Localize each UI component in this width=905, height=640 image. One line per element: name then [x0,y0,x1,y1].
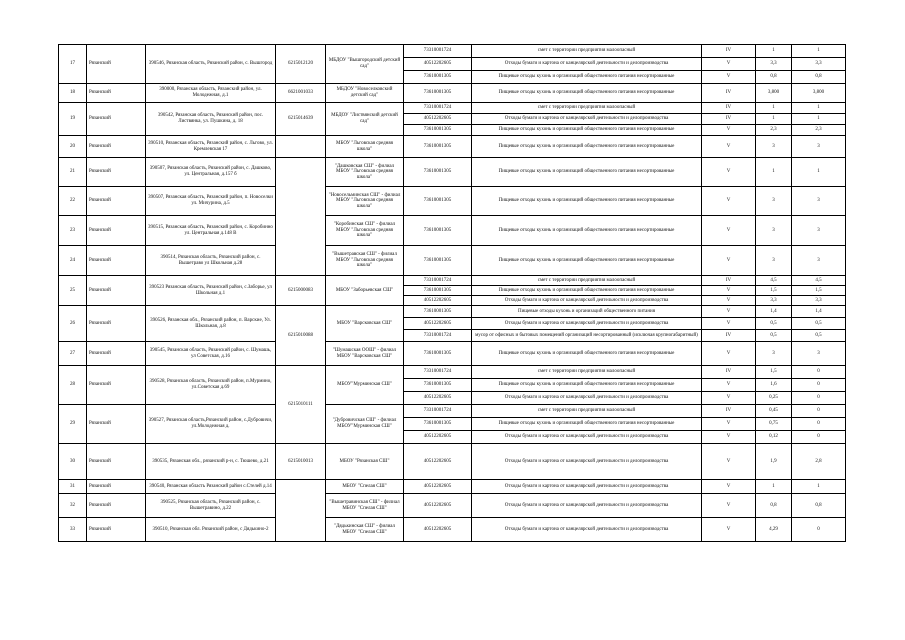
hazard-class-cell: V [702,444,756,480]
hazard-class-cell: IV [702,276,756,286]
row-number-cell: 17 [59,45,87,84]
amount-cell: 0,5 [756,318,792,330]
waste-code-cell: 73610001305 [404,306,472,318]
waste-name-cell: смет с территории предприятия малоопасный [472,366,702,379]
row-number-cell: 27 [59,342,87,366]
district-cell: Рязанский [87,342,146,366]
row-number-cell: 24 [59,246,87,276]
organization-cell: "Шумашская ООШ" - филиал МБОУ "Варсковская СШ" [326,342,404,366]
hazard-class-cell: V [702,125,756,136]
row-number-cell: 33 [59,518,87,542]
amount-cell: 3,3 [792,58,846,71]
hazard-class-cell: V [702,379,756,392]
row-number-cell: 32 [59,494,87,518]
waste-name-cell: Пищевые отходы кухонь и организаций общественного питания несортированные [472,286,702,296]
amount-cell: 2,3 [756,125,792,136]
amount-cell: 3,3 [756,58,792,71]
amount-cell: 3 [792,216,846,246]
waste-name-cell: смет с территории предприятия малоопасный [472,45,702,58]
hazard-class-cell: V [702,296,756,306]
waste-code-cell: 73610001305 [404,418,472,431]
amount-cell: 3 [756,246,792,276]
address-cell: 390515, Рязанская область, Рязанский район, с. Коробинно ул. Центральная д.148 В [146,216,276,246]
waste-code-cell: 73610001305 [404,379,472,392]
amount-cell: 3 [792,136,846,158]
address-cell: 390507, Рязанская область, Рязанский район, п. Новоселки ул. Мичурина, д.5 [146,187,276,216]
waste-name-cell: Отходы бумаги и картона от канцелярской деятельности и делопроизводства [472,494,702,518]
table-row [59,103,846,114]
amount-cell: 3 [756,216,792,246]
table-row [59,518,846,542]
row-number-cell: 29 [59,405,87,444]
district-cell: Рязанский [87,246,146,276]
waste-name-cell: Пищевые отходы кухонь и организаций общественного питания несортированные [472,418,702,431]
organization-cell: "Дашковская СШ" - филиал МБОУ "Льговская средняя школа" [326,158,404,187]
table-row [59,342,846,366]
amount-cell: 1 [792,45,846,58]
inn-cell [276,158,326,276]
amount-cell: 1 [756,480,792,494]
amount-cell: 1,9 [756,444,792,480]
table-row [59,480,846,494]
hazard-class-cell: V [702,158,756,187]
amount-cell: 1 [756,45,792,58]
amount-cell: 1 [756,103,792,114]
waste-code-cell: 73610001305 [404,187,472,216]
row-number-cell: 19 [59,103,87,136]
amount-cell: 0 [792,392,846,405]
row-number-cell: 31 [59,480,87,494]
inn-cell: 6215010013 [276,444,326,480]
hazard-class-cell: V [702,418,756,431]
amount-cell: 3,3 [792,296,846,306]
inn-cell [276,136,326,158]
organization-cell: МБОУ "Рязанская СШ" [326,444,404,480]
amount-cell: 0 [792,366,846,379]
amount-cell: 1,6 [756,379,792,392]
amount-cell: 1 [792,103,846,114]
waste-name-cell: смет с территории предприятия малоопасный [472,405,702,418]
hazard-class-cell: IV [702,114,756,125]
waste-name-cell: Отходы бумаги и картона от канцелярской деятельности и делопроизводства [472,431,702,444]
address-cell: 390545, Рязанская область, Рязанский район, с. Шумашь, ул Советская, д.16 [146,342,276,366]
amount-cell: 0 [792,418,846,431]
table-row [59,136,846,158]
waste-name-cell: Пищевые отходы кухонь и организаций общественного питания несортированные [472,136,702,158]
amount-cell: 1,4 [756,306,792,318]
hazard-class-cell: V [702,494,756,518]
amount-cell: 3 [756,342,792,366]
waste-name-cell: смет с территории предприятия малоопасный [472,103,702,114]
amount-cell: 3 [792,246,846,276]
address-cell: 390527, Рязанская область,Рязанский район, с.Дубровичи, ул.Молодежная д. [146,405,276,444]
hazard-class-cell: V [702,246,756,276]
amount-cell: 0 [792,379,846,392]
amount-cell: 4,5 [792,276,846,286]
hazard-class-cell: V [702,306,756,318]
district-cell: Рязанский [87,366,146,405]
waste-name-cell: Пищевые отходы кухонь и организаций общественного питания несортированные [472,158,702,187]
amount-cell: 0,8 [756,71,792,84]
district-cell: Рязанский [87,306,146,342]
waste-name-cell: Пищевые отходы кухонь и организаций общественного питания [472,306,702,318]
amount-cell: 1,5 [792,286,846,296]
waste-code-cell: 73610001305 [404,136,472,158]
address-cell: 390000, Рязанская область, Рязанский район, ул. Молодежная, д.1 [146,84,276,103]
row-number-cell: 22 [59,187,87,216]
district-cell: Рязанский [87,84,146,103]
amount-cell: 1,4 [792,306,846,318]
address-cell: 390507, Рязанская область, Рязанский район, с. Дашково, ул. Центральная, д.157 б [146,158,276,187]
hazard-class-cell: V [702,216,756,246]
address-cell: 390514, Рязанская область, Рязанский район, с. Вышетраво ул Школьная д.28 [146,246,276,276]
hazard-class-cell: IV [702,84,756,103]
amount-cell: 3 [792,342,846,366]
row-number-cell: 26 [59,306,87,342]
waste-code-cell: 73610001305 [404,84,472,103]
amount-cell: 3,800 [756,84,792,103]
organization-cell: МБОУ "Варсковская СШ" [326,306,404,342]
waste-code-cell: 73610001305 [404,246,472,276]
waste-name-cell: Отходы бумаги и картона от канцелярской деятельности и делопроизводства [472,480,702,494]
organization-cell: "Вышетравинская СШ" - филиал МБОУ "Спелая СШ" [326,494,404,518]
inn-cell [276,480,326,542]
amount-cell: 0,5 [792,318,846,330]
amount-cell: 2,8 [792,444,846,480]
district-cell: Рязанский [87,444,146,480]
hazard-class-cell: IV [702,45,756,58]
hazard-class-cell: V [702,342,756,366]
amount-cell: 0,45 [756,405,792,418]
organization-cell: МБДОУ "Вышгородский детский сад" [326,45,404,84]
inn-cell: 6215010111 [276,366,326,444]
amount-cell: 3 [756,136,792,158]
waste-code-cell: 73610001305 [404,125,472,136]
hazard-class-cell: V [702,71,756,84]
row-number-cell: 30 [59,444,87,480]
waste-name-cell: Пищевые отходы кухонь и организаций общественного питания несортированные [472,379,702,392]
waste-name-cell: Отходы бумаги и картона от канцелярской деятельности и делопроизводства [472,392,702,405]
waste-code-cell: 40512202605 [404,392,472,405]
address-cell: 390542, Рязанская область, Рязанский район, пос. Листвянка, ул. Пушкина, д. 18 [146,103,276,136]
waste-code-cell: 40512202605 [404,296,472,306]
hazard-class-cell: IV [702,366,756,379]
amount-cell: 0,8 [756,494,792,518]
amount-cell: 1 [792,158,846,187]
district-cell: Рязанский [87,480,146,494]
table-row [59,444,846,480]
amount-cell: 3,3 [756,296,792,306]
waste-name-cell: Пищевые отходы кухонь и организаций общественного питания несортированные [472,84,702,103]
amount-cell: 0 [792,518,846,542]
district-cell: Рязанский [87,187,146,216]
inn-cell: 6215012120 [276,45,326,84]
inn-cell: 6215014639 [276,103,326,136]
address-cell: 390528, Рязанская область, Рязанский район, п.Мурмино, ул.Советская д.69 [146,366,276,405]
organization-cell: МБОУ"Мурминская СШ" [326,366,404,405]
amount-cell: 1,5 [756,286,792,296]
row-number-cell: 25 [59,276,87,306]
amount-cell: 1 [792,114,846,125]
waste-code-cell: 40512202605 [404,444,472,480]
address-cell: 390540, Рязанская область Рязанский район с.Стелей д.14 [146,480,276,494]
hazard-class-cell: V [702,431,756,444]
table-row [59,494,846,518]
waste-name-cell: Пищевые отходы кухонь и организаций общественного питания несортированные [472,187,702,216]
amount-cell: 0,12 [756,431,792,444]
amount-cell: 0 [792,431,846,444]
address-cell: 390523 Рязанская область, Рязанский район, с.Заборье, ул Школьная д.1 [146,276,276,306]
address-cell: 390535, Рязанская обл., рязанский р-н, с. Тюшево, д.21 [146,444,276,480]
address-cell: 390546, Рязанская область, Рязанский район, с. Вышгород [146,45,276,84]
hazard-class-cell: V [702,518,756,542]
row-number-cell: 23 [59,216,87,246]
waste-code-cell: 73610001305 [404,342,472,366]
waste-code-cell: 40512202605 [404,58,472,71]
table-row [59,84,846,103]
organization-cell: "Коробинская СШ" - филиал МБОУ "Льговская средняя школа" [326,216,404,246]
amount-cell: 3 [756,187,792,216]
waste-code-cell: 73610001305 [404,71,472,84]
address-cell: 390526, Рязанская обл., Рязанский район, п. Варские, Ул. Школьная, д.8 [146,306,276,342]
hazard-class-cell: V [702,318,756,330]
amount-cell: 0,8 [792,494,846,518]
amount-cell: 0,75 [756,418,792,431]
amount-cell: 3 [792,187,846,216]
district-cell: Рязанский [87,518,146,542]
table-row [59,45,846,58]
district-cell: Рязанский [87,216,146,246]
district-cell: Рязанский [87,405,146,444]
organization-cell: "Дубровичская СШ" - филиал МБОУ"Мурминская СШ" [326,405,404,444]
waste-name-cell: Пищевые отходы кухонь и организаций общественного питания несортированные [472,342,702,366]
waste-name-cell: Отходы бумаги и картона от канцелярской деятельности и делопроизводства [472,58,702,71]
waste-name-cell: мусор от офисных и бытовых помещений организаций несортированный (исключая крупногабаритный) [472,330,702,342]
table-body [59,45,846,542]
hazard-class-cell: IV [702,330,756,342]
address-cell: 390525, Рязанская область, Рязанский район, с. Вышетравино, д.22 [146,494,276,518]
table-row [59,246,846,276]
hazard-class-cell: V [702,480,756,494]
waste-name-cell: смет с территории предприятия малоопасный [472,276,702,286]
organization-cell: МБДОУ "Новоселковский детский сад" [326,84,404,103]
waste-name-cell: Пищевые отходы кухонь и организаций общественного питания несортированные [472,216,702,246]
address-cell: 390510, Рязанская область, Рязанский район, с. Льгово, ул. Кремлевская 17 [146,136,276,158]
table-row [59,276,846,286]
waste-code-cell: 40512202605 [404,494,472,518]
district-cell: Рязанский [87,136,146,158]
waste-name-cell: Пищевые отходы кухонь и организаций общественного питания несортированные [472,125,702,136]
row-number-cell: 18 [59,84,87,103]
waste-code-cell: 40512202605 [404,431,472,444]
amount-cell: 0,8 [792,71,846,84]
waste-code-cell: 73310001724 [404,366,472,379]
waste-name-cell: Отходы бумаги и картона от канцелярской деятельности и делопроизводства [472,518,702,542]
hazard-class-cell: IV [702,103,756,114]
district-cell: Рязанский [87,45,146,84]
organization-cell: МБОУ "Спелая СШ" [326,480,404,494]
row-number-cell: 21 [59,158,87,187]
waste-name-cell: Отходы бумаги и картона от канцелярской деятельности и делопроизводства [472,114,702,125]
waste-table [58,44,846,542]
table-row [59,216,846,246]
waste-name-cell: Отходы бумаги и картона от канцелярской деятельности и делопроизводства [472,318,702,330]
amount-cell: 3,800 [792,84,846,103]
waste-code-cell: 40512202605 [404,518,472,542]
row-number-cell: 20 [59,136,87,158]
hazard-class-cell: V [702,392,756,405]
organization-cell: "Новосельминская СШ" - филиал МБОУ "Льговская средняя школа" [326,187,404,216]
amount-cell: 1 [756,114,792,125]
hazard-class-cell: IV [702,405,756,418]
organization-cell: "Дядькинская СШ" - филиал МБОУ "Спелая СШ" [326,518,404,542]
organization-cell: МБОУ "Заборьевская СШ" [326,276,404,306]
waste-code-cell: 73610001305 [404,216,472,246]
waste-code-cell: 73310001724 [404,103,472,114]
hazard-class-cell: V [702,136,756,158]
organization-cell: МБОУ "Льговская средняя школа" [326,136,404,158]
district-cell: Рязанский [87,158,146,187]
waste-code-cell: 73310001724 [404,330,472,342]
waste-code-cell: 40512202605 [404,480,472,494]
waste-code-cell: 40512202605 [404,114,472,125]
waste-code-cell: 73310001724 [404,45,472,58]
table-row [59,366,846,379]
inn-cell: 6215010088 [276,306,326,366]
row-number-cell: 28 [59,366,87,405]
inn-cell: 6215000083 [276,276,326,306]
waste-name-cell: Отходы бумаги и картона от канцелярской деятельности и делопроизводства [472,296,702,306]
table-row [59,306,846,318]
district-cell: Рязанский [87,276,146,306]
hazard-class-cell: V [702,58,756,71]
inn-cell: 6621001033 [276,84,326,103]
waste-name-cell: Отходы бумаги и картона от канцелярской деятельности и делопроизводства [472,444,702,480]
waste-code-cell: 73310001724 [404,405,472,418]
amount-cell: 2,3 [792,125,846,136]
address-cell: 390510, Рязанская обл. Рязанский район, с Дядькино-2 [146,518,276,542]
waste-name-cell: Пищевые отходы кухонь и организаций общественного питания несортированные [472,71,702,84]
waste-code-cell: 73610001305 [404,158,472,187]
waste-code-cell: 40512202605 [404,318,472,330]
amount-cell: 4,5 [756,276,792,286]
organization-cell: МБДОУ "Листвянский детский сад" [326,103,404,136]
table-row [59,405,846,418]
hazard-class-cell: V [702,187,756,216]
amount-cell: 1 [756,158,792,187]
table-row [59,158,846,187]
district-cell: Рязанский [87,103,146,136]
amount-cell: 0 [792,405,846,418]
amount-cell: 0,5 [792,330,846,342]
table-row [59,187,846,216]
waste-code-cell: 73310001724 [404,276,472,286]
amount-cell: 0,25 [756,392,792,405]
amount-cell: 0,5 [756,330,792,342]
waste-name-cell: Пищевые отходы кухонь и организаций общественного питания несортированные [472,246,702,276]
amount-cell: 1,5 [756,366,792,379]
waste-code-cell: 73610001305 [404,286,472,296]
amount-cell: 1 [792,480,846,494]
amount-cell: 4,29 [756,518,792,542]
organization-cell: "Вышетравская СШ" - филиал МБОУ "Льговская средняя школа" [326,246,404,276]
hazard-class-cell: V [702,286,756,296]
district-cell: Рязанский [87,494,146,518]
